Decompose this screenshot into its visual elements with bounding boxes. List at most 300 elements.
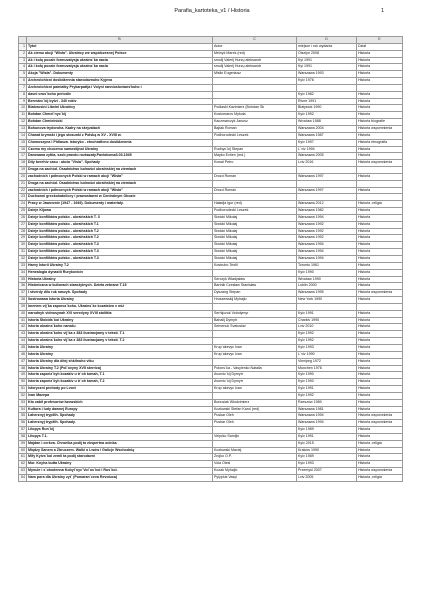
table-row xyxy=(19,91,403,98)
cell-title: Litopys Run`kij xyxy=(27,427,213,434)
cell-author xyxy=(213,98,297,105)
page-header xyxy=(0,6,424,18)
cell-section: Historia xyxy=(357,344,403,351)
table-row xyxy=(19,50,403,57)
row-number: 4 xyxy=(19,64,27,71)
row-number: 49 xyxy=(19,372,27,379)
cell-title: Duchowni greckokatoliccy i prawosławni w Centralnym Obozie xyxy=(27,194,213,201)
cell-author: Haładja Igor (red) xyxy=(213,201,297,208)
cell-place-year: Warszawa 1981 xyxy=(297,406,357,413)
table-row xyxy=(19,235,403,242)
cell-place-year: Warszawa 2012 xyxy=(297,201,357,208)
cell-title: Dzieje Kijowa xyxy=(27,208,213,215)
row-number: 12 xyxy=(19,119,27,126)
column-header: C xyxy=(213,37,297,44)
cell-place-year: Kyiv 1989 xyxy=(297,427,357,434)
row-number: 35 xyxy=(19,276,27,283)
cell-title: Łaherznyj trypilih. Spohady. xyxy=(27,420,213,427)
cell-section: Historia etnografia xyxy=(357,139,403,146)
cell-place-year xyxy=(297,84,357,91)
cell-author xyxy=(213,139,297,146)
table-row xyxy=(19,214,403,221)
cell-title: Czomu my chocemo samostijnoi Ukrainy xyxy=(27,146,213,153)
cell-author: Podlaski Kazimierz (Bohdan Sk xyxy=(213,105,297,112)
cell-place-year: Kyiv 1992 xyxy=(297,338,357,345)
table-row xyxy=(19,297,403,304)
cell-place-year: Kyiv 1990 xyxy=(297,269,357,276)
cell-place-year: Warszawa 1992 xyxy=(297,228,357,235)
cell-author xyxy=(213,392,297,399)
cell-author: Dyszang Stepan xyxy=(213,290,297,297)
cell-author: Drozd Roman xyxy=(213,187,297,194)
cell-title: Istoria zaporiz`kyh kozakiv u tr`oh tomah, T.1 xyxy=(27,372,213,379)
cell-author: smolij Valerij Hurzų aleksandr xyxy=(213,57,297,64)
cell-place-year: Warszawa 1994 xyxy=(297,242,357,249)
cell-author: Avornic`kij Dymytr xyxy=(213,372,297,379)
cell-title: Harvy Istorii Ukrainy T.2 xyxy=(27,262,213,269)
cell-place-year: Warszawa 1994 xyxy=(297,413,357,420)
cell-place-year: Warszawa 1994 xyxy=(297,420,357,427)
cell-author: Kozak Myhajlo xyxy=(213,468,297,475)
row-number: 27 xyxy=(19,221,27,228)
table-row xyxy=(19,221,403,228)
row-number: 18 xyxy=(19,160,27,167)
cell-author: Kowal Petro xyxy=(213,160,297,167)
cell-place-year: Kyi 1991 xyxy=(297,64,357,71)
table-row xyxy=(19,310,403,317)
row-number: 46 xyxy=(19,351,27,358)
row-number: 31 xyxy=(19,249,27,256)
cell-place-year xyxy=(297,194,357,201)
row-number: 9 xyxy=(19,98,27,105)
row-number: 48 xyxy=(19,365,27,372)
cell-place-year: Warszawa 1993 xyxy=(297,71,357,78)
cell-author: Velycko Samijlo xyxy=(213,433,297,440)
cell-title: I stverdy dilo ruk naszyh. Spohady xyxy=(27,290,213,297)
row-number: 32 xyxy=(19,256,27,263)
cell-place-year xyxy=(297,303,357,310)
cell-author xyxy=(213,78,297,85)
cell-section: Historia xyxy=(357,454,403,461)
cell-author: Kozłowski Stefan Karol (red) xyxy=(213,406,297,413)
cell-author: Bajtak Roman xyxy=(213,125,297,132)
table-row xyxy=(19,194,403,201)
cell-place-year: Warszawa 1995 xyxy=(297,290,357,297)
table-row xyxy=(19,153,403,160)
row-number: 29 xyxy=(19,235,27,242)
cell-author: Drozd Roman xyxy=(213,173,297,180)
cell-section: Historia xyxy=(357,50,403,57)
row-number: 10 xyxy=(19,105,27,112)
table-row xyxy=(19,71,403,78)
table-row xyxy=(19,386,403,393)
row-number: 22 xyxy=(19,187,27,194)
cell-author: Krup`akevyc Ivan xyxy=(213,344,297,351)
row-number: 43 xyxy=(19,331,27,338)
table-row xyxy=(19,228,403,235)
row-number: 47 xyxy=(19,358,27,365)
row-number: 2 xyxy=(19,50,27,57)
cell-author xyxy=(213,269,297,276)
cell-title: Istoria ukrains`koho narodu xyxy=(27,324,213,331)
cell-section: Historia xyxy=(357,331,403,338)
column-header: B xyxy=(27,37,213,44)
cell-place-year: Wrocław 1990 xyxy=(297,276,357,283)
table-row xyxy=(19,420,403,427)
cell-author: Kostomarov Mykola xyxy=(213,112,297,119)
row-number: 41 xyxy=(19,317,27,324)
cell-title: Litopys T.1. xyxy=(27,433,213,440)
cell-section: Historia xyxy=(357,386,403,393)
row-number: 39 xyxy=(19,303,27,310)
cell-section: Historia xyxy=(357,406,403,413)
row-number: 15 xyxy=(19,139,27,146)
row-number: 57 xyxy=(19,427,27,434)
cell-place-year: Kyiv 1989 xyxy=(297,454,357,461)
row-number: 24 xyxy=(19,201,27,208)
row-number: 21 xyxy=(19,180,27,187)
cell-author xyxy=(213,427,297,434)
row-number: 14 xyxy=(19,132,27,139)
cell-section xyxy=(357,303,403,310)
row-number: 33 xyxy=(19,262,27,269)
cell-author: Krup`akevyc Ivan xyxy=(213,386,297,393)
cell-place-year: Warszawa 1982 xyxy=(297,208,357,215)
cell-place-year: Warszawa 1987 xyxy=(297,132,357,139)
cell-section: Historia xyxy=(357,242,403,249)
cell-title: Archeolohicni pamiatky Prykarpattja i Volyni ranniosloviansʹkoho i xyxy=(27,84,213,91)
column-header: E xyxy=(357,37,403,44)
cell-section: Historia xyxy=(357,228,403,235)
cell-section: Historia xyxy=(357,57,403,64)
cell-place-year: New York 1990 xyxy=(297,297,357,304)
cell-author: Pylypiuk Vasyl xyxy=(213,475,297,482)
cell-section: Historia xyxy=(357,317,403,324)
table-row xyxy=(19,146,403,153)
table-row xyxy=(19,399,403,406)
table-row xyxy=(19,324,403,331)
cell-author: Bartnik Czesław Stanisław xyxy=(213,283,297,290)
cell-author: Bonusiak Włodzimierz xyxy=(213,399,297,406)
cell-title: Bohdan Chmielnicki xyxy=(27,119,213,126)
cell-section: Historia xyxy=(357,399,403,406)
cell-author: Serczyk Władysław xyxy=(213,276,297,283)
cell-place-year: Kyiv 1997 xyxy=(297,139,357,146)
row-number: 13 xyxy=(19,125,27,132)
cell-title: Ivan Mazepa xyxy=(27,392,213,399)
table-row xyxy=(19,132,403,139)
cell-place-year: Kyiv 1991 xyxy=(297,433,357,440)
cell-section: Historia xyxy=(357,276,403,283)
cell-title: Berestec`kij bytvi - 340 rokiv xyxy=(27,98,213,105)
cell-place-year: Kyiv 1992 xyxy=(297,392,357,399)
cell-section: Historia xyxy=(357,249,403,256)
cell-title: Dzieje konfliktów polsko - ukraińskich T.3 xyxy=(27,249,213,256)
row-number: 53 xyxy=(19,399,27,406)
cell-place-year: Warszawa 1994 xyxy=(297,256,357,263)
cell-author xyxy=(213,303,297,310)
table-row xyxy=(19,427,403,434)
table-row xyxy=(19,317,403,324)
cell-place-year: Rivne 1991 xyxy=(297,98,357,105)
cell-section: Historia xyxy=(357,324,403,331)
cell-author: Kozłowski Maciej xyxy=(213,447,297,454)
row-number: 34 xyxy=(19,269,27,276)
cell-section: Historia wspomnienia xyxy=(357,290,403,297)
cell-title: Dzieje konfliktów polsko - ukraińskich T.3 xyxy=(27,256,213,263)
cell-title: Ak i kołų pocale formuvatysja ukrains`ka nacia xyxy=(27,64,213,71)
row-number: 3 xyxy=(19,57,27,64)
cell-author: Melnyk Marek (red) xyxy=(213,50,297,57)
cell-place-year: Toronto 1961 xyxy=(297,262,357,269)
cell-section xyxy=(357,194,403,201)
row-number: 59 xyxy=(19,440,27,447)
cell-section: Historia xyxy=(357,187,403,194)
cell-author xyxy=(213,358,297,365)
cell-title: Kultura i ludy dawnej Europy xyxy=(27,406,213,413)
cell-section xyxy=(357,167,403,174)
cell-title: Istoria zaporiz`kyh kozakiv u tr`oh tomah, T.2 xyxy=(27,379,213,386)
cell-title: Mor. Knyha butta Ukrainy xyxy=(27,461,213,468)
table-row xyxy=(19,173,403,180)
cell-title: Droga na zachód. Osadnictwo ludności ukraińskiej na ziemiach xyxy=(27,180,213,187)
cell-author: Mayko Evhen (red.) xyxy=(213,153,297,160)
row-number: 63 xyxy=(19,468,27,475)
table-row xyxy=(19,119,403,126)
cell-place-year: Kyiv 1990 xyxy=(297,379,357,386)
cell-section: Historia xyxy=(357,146,403,153)
cell-place-year: Wrocław 1988 xyxy=(297,119,357,126)
row-number: 36 xyxy=(19,283,27,290)
cell-place-year: Olsztyn 2008 xyxy=(297,50,357,57)
row-number: 54 xyxy=(19,406,27,413)
cell-title: Istoria ukrains`koho vij`ka z 383 ilustracjamy v teksti. T.1 xyxy=(27,331,213,338)
cell-author: Polons`ka - Vasylenko Natalia xyxy=(213,365,297,372)
table-row xyxy=(19,440,403,447)
row-number: 55 xyxy=(19,413,27,420)
row-number: 1 xyxy=(19,43,27,50)
cell-title: zachodnich i północnych Polski w ramach akcji "Wisła" xyxy=(27,187,213,194)
row-number: 11 xyxy=(19,112,27,119)
column-header xyxy=(19,37,27,44)
cell-place-year: Kyiv 2015 xyxy=(297,440,357,447)
cell-author: Siwicki Mikołaj xyxy=(213,221,297,228)
cell-title: Akcja "Wisła". Dokumenty xyxy=(27,71,213,78)
table-row xyxy=(19,303,403,310)
cell-title: Archeolohicni doslidžennia starodavnoho Kyjeva xyxy=(27,78,213,85)
cell-place-year: Warszawa 2005 xyxy=(297,153,357,160)
table-row xyxy=(19,105,403,112)
cell-section: Historia xyxy=(357,297,403,304)
cell-place-year: Lviv 2005 xyxy=(297,475,357,482)
table-row xyxy=(19,43,403,50)
cell-place-year: L`viv 1990 xyxy=(297,351,357,358)
row-number: 25 xyxy=(19,208,27,215)
table-row xyxy=(19,379,403,386)
cell-section: Historia wspomnienia xyxy=(357,413,403,420)
row-number: 50 xyxy=(19,379,27,386)
cell-author xyxy=(213,167,297,174)
cell-place-year: Munchen 1976 xyxy=(297,365,357,372)
cell-author: Kaczmarczyk Janusz xyxy=(213,119,297,126)
table-row xyxy=(19,112,403,119)
table-row xyxy=(19,372,403,379)
row-number: 6 xyxy=(19,78,27,85)
table-row xyxy=(19,344,403,351)
row-number: 26 xyxy=(19,214,27,221)
cell-place-year: miejsce i rok wydania xyxy=(297,43,357,50)
row-number: 45 xyxy=(19,344,27,351)
cell-title: Dzieje konfliktów polsko - ukraińskich T.2 xyxy=(27,235,213,242)
cell-section: Historia xyxy=(357,71,403,78)
table-row xyxy=(19,98,403,105)
cell-title: Ak i kołų pocale formuvatysja ukrains`ka nacia xyxy=(27,57,213,64)
cell-author xyxy=(213,331,297,338)
row-number: 56 xyxy=(19,420,27,427)
cell-place-year: Kyiv 1992 xyxy=(297,331,357,338)
page-number: 1 xyxy=(380,8,384,14)
table-row xyxy=(19,365,403,372)
cell-section: Historia biografie xyxy=(357,119,403,126)
cell-section: Historia xyxy=(357,256,403,263)
cell-title: davni orus`koho periodiv xyxy=(27,91,213,98)
table-row xyxy=(19,276,403,283)
cell-title: Chanat krymski i jego stosunki z Polską w XV - XVIII w. xyxy=(27,132,213,139)
cell-title: Darowana zyttia, szob pravdu rozkazaty.Pavlokoma3.03.1945 xyxy=(27,153,213,160)
cell-section: Historia xyxy=(357,98,403,105)
cell-section: Historia ,religia xyxy=(357,440,403,447)
cell-section: Historia xyxy=(357,392,403,399)
cell-section: Historia xyxy=(357,351,403,358)
cell-place-year xyxy=(297,180,357,187)
table-row xyxy=(19,413,403,420)
table-row xyxy=(19,180,403,187)
table-row xyxy=(19,187,403,194)
table-row xyxy=(19,160,403,167)
row-number: 64 xyxy=(19,475,27,482)
table-row xyxy=(19,64,403,71)
cell-place-year: Kyiv 1993 xyxy=(297,344,357,351)
cell-section: Historia xyxy=(357,447,403,454)
cell-section: Historia xyxy=(357,338,403,345)
cell-author xyxy=(213,338,297,345)
cell-place-year: Kraków 1990 xyxy=(297,447,357,454)
table-row xyxy=(19,454,403,461)
cell-section: Historia xyxy=(357,132,403,139)
cell-title: Między Sanem a Zbruczem. Walki o Lwów i Galicje Wschodnią xyxy=(27,447,213,454)
cell-title: Istoria Ukrainy xyxy=(27,351,213,358)
cell-place-year xyxy=(297,167,357,174)
cell-title: Majdan i cerkva. Chronika podij ta ekspertna ocinka. xyxy=(27,440,213,447)
table-row xyxy=(19,351,403,358)
cell-title: Henealogia dynastii Rurykovicìv xyxy=(27,269,213,276)
column-header: D xyxy=(297,37,357,44)
cell-place-year: Rzeszów 1989 xyxy=(297,399,357,406)
table-row xyxy=(19,475,403,482)
cell-author xyxy=(213,84,297,91)
cell-section: Historia xyxy=(357,91,403,98)
cell-place-year: Kyi 1991 xyxy=(297,57,357,64)
cell-title: Istoria Słobids`koi Ukrainy xyxy=(27,317,213,324)
cell-place-year: Przemyśl 2007 xyxy=(297,468,357,475)
cell-section: Historia xyxy=(357,262,403,269)
cell-author: Puskar Oleh xyxy=(213,420,297,427)
cell-place-year: Kyiv 1976 xyxy=(297,78,357,85)
table-row xyxy=(19,447,403,454)
cell-author: Avornic`kij Dymytr xyxy=(213,379,297,386)
column-header-row xyxy=(19,37,403,44)
cell-place-year: Warszawa 1997 xyxy=(297,173,357,180)
cell-title: Chomoszyna i Pidlasza. Istoryko - etnohraficno doslidzennia xyxy=(27,139,213,146)
cell-title: Istoria Ukrainy dla ditej shkilnoho viku xyxy=(27,358,213,365)
cell-place-year: Warszawa 1994 xyxy=(297,214,357,221)
cell-author: Podhorodecki Leszek xyxy=(213,208,297,215)
cell-place-year: Warszawa 1992 xyxy=(297,221,357,228)
cell-author: Siwicki Mikołaj xyxy=(213,214,297,221)
cell-section: Historia xyxy=(357,105,403,112)
cell-section: Historia xyxy=(357,427,403,434)
row-number: 23 xyxy=(19,194,27,201)
table-row xyxy=(19,78,403,85)
row-number: 7 xyxy=(19,84,27,91)
cell-section: Historia xyxy=(357,433,403,440)
cell-title: Tytuł xyxy=(27,43,213,50)
cell-author: Siwicki Mikołaj xyxy=(213,256,297,263)
cell-title: Białorusini Litwini Ukraińcy xyxy=(27,105,213,112)
cell-title: narodnyh vidnosynah XVI seredyny XVIII stolittia xyxy=(27,310,213,317)
table-row xyxy=(19,358,403,365)
cell-author: Siwicki Mikołaj xyxy=(213,235,297,242)
cell-place-year: Warszawa 1994 xyxy=(297,249,357,256)
cell-title: zachodnich i północnych Polski w ramach akcji "Wisła" xyxy=(27,173,213,180)
cell-place-year: Lviv 2010 xyxy=(297,324,357,331)
cell-place-year: Vinnipeg 1972 xyxy=(297,358,357,365)
table-row xyxy=(19,331,403,338)
cell-author: Hruszewskij Myhajlo xyxy=(213,297,297,304)
cell-title: Istoria Ukrainy xyxy=(27,344,213,351)
cell-title: Dzieje konfliktów polsko - ukraińskich T. 3 xyxy=(27,214,213,221)
cell-section: Historia xyxy=(357,379,403,386)
cell-author: Rudnyc`kij Stepan xyxy=(213,146,297,153)
cell-author: Autor xyxy=(213,43,297,50)
table-row xyxy=(19,249,403,256)
cell-place-year: Warszawa 1992 xyxy=(297,235,357,242)
row-number: 51 xyxy=(19,386,27,393)
cell-title: Bohdan Chmel`nyc`kij xyxy=(27,112,213,119)
cell-place-year: Kyiv 1982 xyxy=(297,91,357,98)
cell-title: Dzieje konfliktów polsko - ukraińskich T.1 xyxy=(27,221,213,228)
cell-section: Historia xyxy=(357,153,403,160)
cell-section: Historia xyxy=(357,372,403,379)
cell-author: Siwicki Mikołaj xyxy=(213,228,297,235)
cell-author xyxy=(213,180,297,187)
cell-author: Krup`akevyc Ivan xyxy=(213,351,297,358)
row-number: 40 xyxy=(19,310,27,317)
cell-title: Mynule i s`ohodenna Kobyl`nyc`Vol`os`koi i Rus`koi. xyxy=(27,468,213,475)
cell-author: Vola Olesi xyxy=(213,461,297,468)
cell-title: Imenem vij`ka zaporoz`koho. Ukrains`ke kozatstvo v miż xyxy=(27,303,213,310)
table-row xyxy=(19,338,403,345)
row-number: 37 xyxy=(19,290,27,297)
cell-title: Dzieje konfliktów polsko - ukraińskich T.3 xyxy=(27,242,213,249)
cell-author: smolij Valerij Hurzų aleksandr xyxy=(213,64,297,71)
cell-author: Zrojko O.P. xyxy=(213,454,297,461)
row-number: 28 xyxy=(19,228,27,235)
cell-section: Historia xyxy=(357,358,403,365)
table-row xyxy=(19,290,403,297)
cell-section: Historia xyxy=(357,64,403,71)
cell-title: Droga na zachód. Osadnictwo ludności ukraińskiej na ziemiach xyxy=(27,167,213,174)
